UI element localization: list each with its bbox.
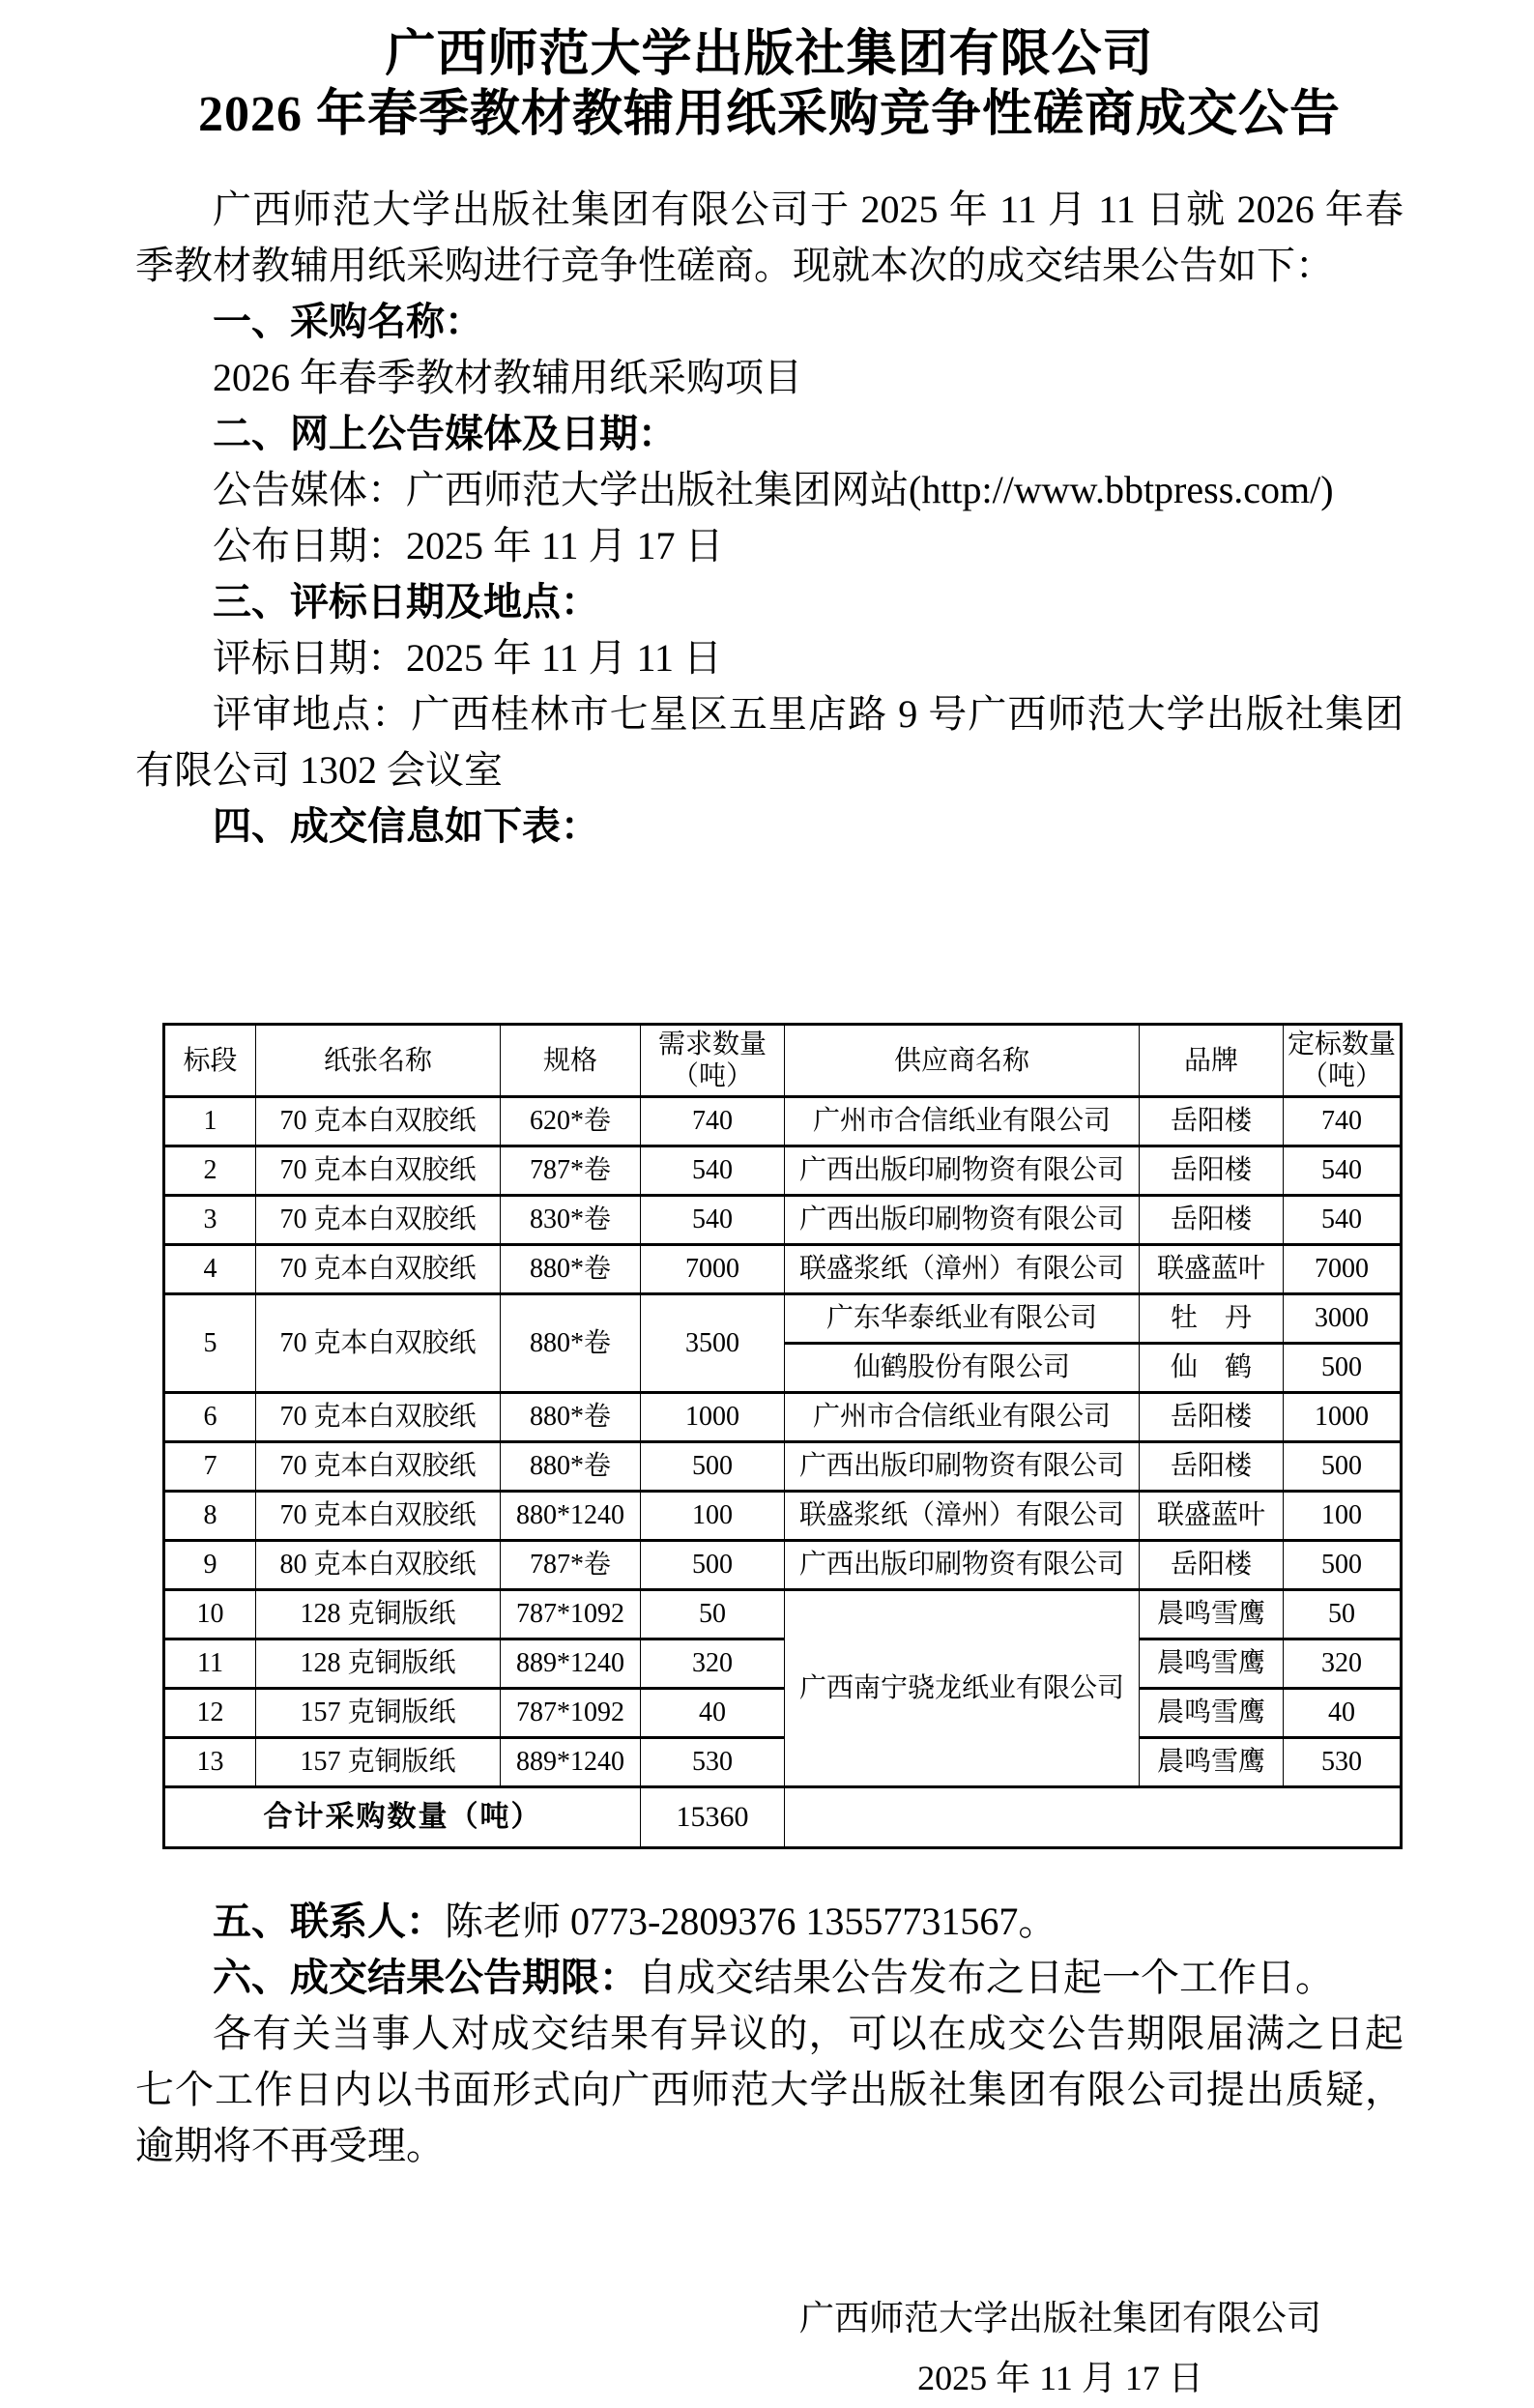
table-cell: 50: [1284, 1590, 1402, 1639]
table-cell: 880*卷: [501, 1245, 641, 1294]
table-cell: 880*卷: [501, 1442, 641, 1492]
table-cell: 仙 鹤: [1140, 1344, 1284, 1393]
table-row: [164, 1639, 1402, 1689]
table-cell: 联盛蓝叶: [1140, 1245, 1284, 1294]
section2-heading: 二、网上公告媒体及日期：: [213, 413, 677, 455]
table-cell: 牡 丹: [1140, 1294, 1284, 1344]
table-cell: 3000: [1284, 1294, 1402, 1344]
table-cell: [785, 1787, 1402, 1848]
column-header: 品牌: [1140, 1025, 1284, 1097]
column-header: 定标数量 （吨）: [1284, 1025, 1402, 1097]
table-cell: 11: [164, 1639, 256, 1689]
table-cell: 5: [164, 1294, 256, 1393]
signature-block: [135, 2288, 1404, 2408]
table-row: [164, 1590, 1402, 1639]
table-cell: 40: [641, 1689, 785, 1738]
table-cell: 70 克本白双胶纸: [256, 1442, 501, 1492]
table-cell: 1: [164, 1097, 256, 1146]
results-table: [162, 1023, 1403, 1849]
table-cell: 7: [164, 1442, 256, 1492]
table-cell: 合计采购数量（吨）: [164, 1787, 641, 1848]
table-cell: 500: [1284, 1541, 1402, 1590]
table-cell: 540: [1284, 1146, 1402, 1196]
contact-line: [135, 1894, 1404, 1950]
table-cell: 500: [1284, 1344, 1402, 1393]
table-cell: 岳阳楼: [1140, 1146, 1284, 1196]
table-cell: 880*卷: [501, 1393, 641, 1442]
table-cell: 540: [1284, 1196, 1402, 1245]
table-cell: 540: [641, 1146, 785, 1196]
table-cell: 3: [164, 1196, 256, 1245]
table-cell: 157 克铜版纸: [256, 1738, 501, 1787]
table-cell: 联盛蓝叶: [1140, 1492, 1284, 1541]
section3-heading: 三、评标日期及地点：: [213, 581, 599, 624]
table-cell: 500: [641, 1541, 785, 1590]
column-header: 规格: [501, 1025, 641, 1097]
table-cell: 889*1240: [501, 1639, 641, 1689]
table-cell: 3500: [641, 1294, 785, 1393]
announcement-period-line: [135, 1950, 1404, 2006]
table-cell: 仙鹤股份有限公司: [785, 1344, 1140, 1393]
table-row: [164, 1146, 1402, 1196]
table-cell: 岳阳楼: [1140, 1541, 1284, 1590]
table-cell: 广西出版印刷物资有限公司: [785, 1541, 1140, 1590]
table-cell: 广东华泰纸业有限公司: [785, 1294, 1140, 1344]
table-cell: 530: [641, 1738, 785, 1787]
table-cell: 7000: [1284, 1245, 1402, 1294]
table-cell: 1000: [1284, 1393, 1402, 1442]
section6-heading: 六、成交结果公告期限：: [213, 1957, 638, 1999]
table-cell: 70 克本白双胶纸: [256, 1196, 501, 1245]
column-header: 标段: [164, 1025, 256, 1097]
table-cell: 830*卷: [501, 1196, 641, 1245]
table-cell: 广西出版印刷物资有限公司: [785, 1442, 1140, 1492]
table-cell: 70 克本白双胶纸: [256, 1393, 501, 1442]
contact-info: 陈老师 0773-2809376 13557731567。: [445, 1900, 1057, 1943]
intro-paragraph: 广西师范大学出版社集团有限公司于 2025 年 11 月 11 日就 2026 年春季教材教辅用纸采购进行竞争性磋商。现就本次的成交结果公告如下：: [135, 188, 1404, 287]
table-cell: 70 克本白双胶纸: [256, 1097, 501, 1146]
table-cell: 晨鸣雪鹰: [1140, 1738, 1284, 1787]
table-cell: 晨鸣雪鹰: [1140, 1639, 1284, 1689]
signature-inner: [799, 2288, 1321, 2408]
document-subtitle: 2026 年春季教材教辅用纸采购竞争性磋商成交公告: [197, 87, 1341, 142]
table-cell: 787*卷: [501, 1541, 641, 1590]
table-cell: 80 克本白双胶纸: [256, 1541, 501, 1590]
section1-heading: 一、采购名称：: [213, 301, 483, 343]
table-cell: 100: [1284, 1492, 1402, 1541]
table-cell: 50: [641, 1590, 785, 1639]
table-header: [164, 1025, 1402, 1097]
table-cell: 广西出版印刷物资有限公司: [785, 1146, 1140, 1196]
table-cell: 70 克本白双胶纸: [256, 1245, 501, 1294]
signature-company: 广西师范大学出版社集团有限公司: [798, 2299, 1321, 2337]
table-cell: 岳阳楼: [1140, 1393, 1284, 1442]
table-cell: 157 克铜版纸: [256, 1689, 501, 1738]
table-cell: 540: [641, 1196, 785, 1245]
section5-heading: 五、联系人：: [213, 1900, 445, 1943]
publish-date-line: 公布日期：2025 年 11 月 17 日: [213, 524, 724, 567]
document-title: 广西师范大学出版社集团有限公司: [385, 27, 1154, 82]
table-cell: 联盛浆纸（漳州）有限公司: [785, 1492, 1140, 1541]
table-cell: 100: [641, 1492, 785, 1541]
table-header-row: [164, 1025, 1402, 1097]
objection-paragraph: 各有关当事人对成交结果有异议的，可以在成交公告期限届满之日起七个工作日内以书面形式向广西师范大学出版社集团有限公司提出质疑，逾期将不再受理。: [135, 2012, 1404, 2167]
table-cell: 广州市合信纸业有限公司: [785, 1097, 1140, 1146]
table-cell: 70 克本白双胶纸: [256, 1146, 501, 1196]
table-cell: 2: [164, 1146, 256, 1196]
column-header: 纸张名称: [256, 1025, 501, 1097]
section4-heading: 四、成交信息如下表：: [213, 805, 599, 848]
table-cell: 联盛浆纸（漳州）有限公司: [785, 1245, 1140, 1294]
table-cell: 740: [641, 1097, 785, 1146]
project-name-line: 2026 年春季教材教辅用纸采购项目: [213, 356, 802, 399]
table-cell: 128 克铜版纸: [256, 1590, 501, 1639]
table-cell: 320: [641, 1639, 785, 1689]
table-total-row: [164, 1787, 1402, 1848]
table-cell: 500: [1284, 1442, 1402, 1492]
table-cell: 4: [164, 1245, 256, 1294]
table-cell: 320: [1284, 1639, 1402, 1689]
table-cell: 880*卷: [501, 1294, 641, 1393]
table-cell: 1000: [641, 1393, 785, 1442]
table-cell: 7000: [641, 1245, 785, 1294]
announcement-period-text: 自成交结果公告发布之日起一个工作日。: [638, 1956, 1334, 1999]
table-cell: 岳阳楼: [1140, 1196, 1284, 1245]
table-cell: 13: [164, 1738, 256, 1787]
table-cell: 787*卷: [501, 1146, 641, 1196]
table-cell: 787*1092: [501, 1590, 641, 1639]
table-cell: 15360: [641, 1787, 785, 1848]
table-cell: 晨鸣雪鹰: [1140, 1590, 1284, 1639]
table-cell: 889*1240: [501, 1738, 641, 1787]
table-cell: 12: [164, 1689, 256, 1738]
table-row: [164, 1393, 1402, 1442]
table-cell: 10: [164, 1590, 256, 1639]
table-cell: 6: [164, 1393, 256, 1442]
table-row: [164, 1541, 1402, 1590]
table-cell: 530: [1284, 1738, 1402, 1787]
announcement-media-line: 公告媒体：广西师范大学出版社集团网站(http://www.bbtpress.com/): [213, 468, 1334, 511]
table-row: [164, 1245, 1402, 1294]
table-cell: 广州市合信纸业有限公司: [785, 1393, 1140, 1442]
table-cell: 880*1240: [501, 1492, 641, 1541]
table-cell: 70 克本白双胶纸: [256, 1294, 501, 1393]
table-cell: 广西南宁骁龙纸业有限公司: [785, 1590, 1140, 1787]
table-cell: 9: [164, 1541, 256, 1590]
signature-date: 2025 年 11 月 17 日: [917, 2359, 1203, 2397]
column-header: 需求数量 （吨）: [641, 1025, 785, 1097]
table-row: [164, 1442, 1402, 1492]
table-cell: 岳阳楼: [1140, 1442, 1284, 1492]
table-row: [164, 1492, 1402, 1541]
column-header: 供应商名称: [785, 1025, 1140, 1097]
evaluation-place-line: 评审地点：广西桂林市七星区五里店路 9 号广西师范大学出版社集团有限公司 1302 会议室: [135, 692, 1404, 792]
table-cell: 620*卷: [501, 1097, 641, 1146]
table-row: [164, 1294, 1402, 1344]
table-cell: 128 克铜版纸: [256, 1639, 501, 1689]
table-cell: 740: [1284, 1097, 1402, 1146]
table-cell: 晨鸣雪鹰: [1140, 1689, 1284, 1738]
table-row: [164, 1097, 1402, 1146]
table-row: [164, 1196, 1402, 1245]
table-body: [164, 1097, 1402, 1848]
table-row: [164, 1689, 1402, 1738]
table-row: [164, 1738, 1402, 1787]
evaluation-date-line: 评标日期：2025 年 11 月 11 日: [213, 636, 723, 680]
table-cell: 500: [641, 1442, 785, 1492]
table-cell: 787*1092: [501, 1689, 641, 1738]
table-cell: 8: [164, 1492, 256, 1541]
table-cell: 40: [1284, 1689, 1402, 1738]
table-cell: 70 克本白双胶纸: [256, 1492, 501, 1541]
document-body: [135, 182, 1404, 2408]
table-cell: 岳阳楼: [1140, 1097, 1284, 1146]
table-cell: 广西出版印刷物资有限公司: [785, 1196, 1140, 1245]
